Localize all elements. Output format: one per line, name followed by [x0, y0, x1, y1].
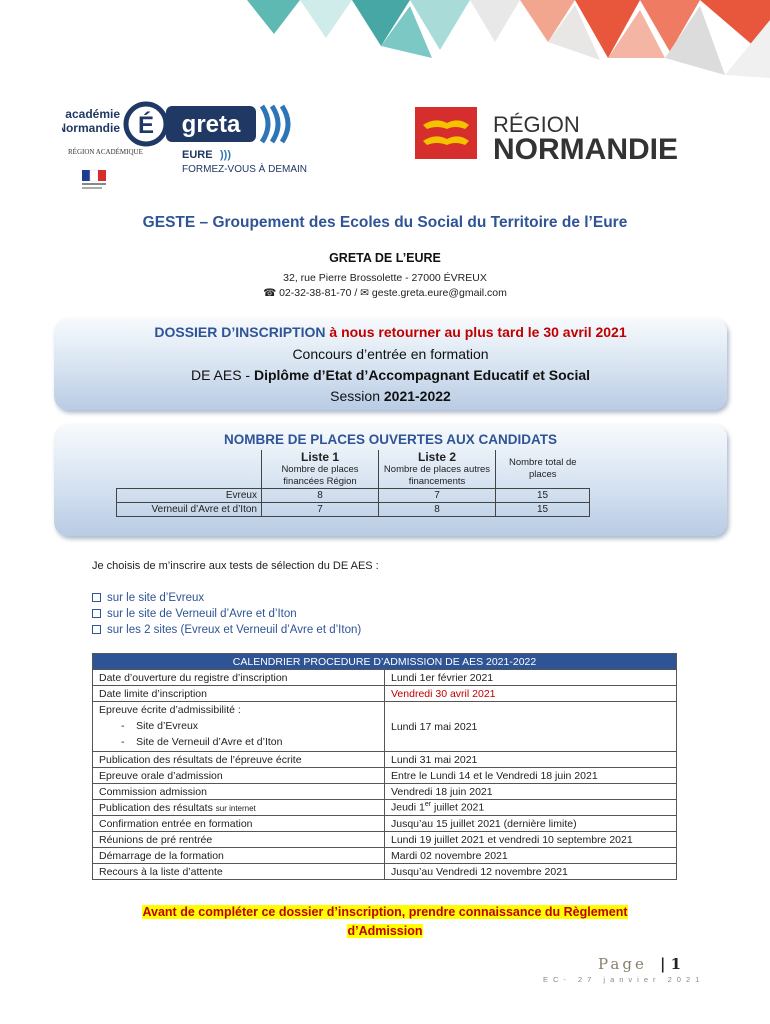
places-table: [116, 450, 590, 517]
checkbox-icon[interactable]: [92, 625, 101, 634]
tagline-text: FORMEZ-VOUS À DEMAIN: [182, 164, 308, 175]
calendar-table: [92, 653, 677, 880]
notice-line-2: d’Admission: [347, 924, 423, 938]
page-number: | 1: [660, 955, 682, 973]
region-logo-graphic: [415, 107, 720, 167]
table-row: Recours à la liste d’attente Jusqu’au Vendredi 12 novembre 2021: [93, 864, 677, 880]
table-row: Confirmation entrée en formation Jusqu’au 15 juillet 2021 (dernière limite): [93, 816, 677, 832]
table-row: Epreuve écrite d’admissibilité : - Site d’Evreux - Site de Verneuil d’Avre et d’Iton Lundi 17 mai 2021: [93, 702, 677, 752]
region-academique-text: RÉGION ACADÉMIQUE: [68, 148, 143, 156]
greta-academie-logo: [62, 92, 332, 192]
normandie-logo-text: NORMANDIE: [493, 133, 678, 166]
document-reference: EC- 27 janvier 2021: [543, 975, 705, 984]
org-contact: ☎ 02-32-38-81-70 / ✉ geste.greta.eure@gmail.com: [263, 287, 507, 299]
dossier-diploma: [54, 367, 727, 383]
normandie-text: Normandie: [62, 121, 120, 135]
page-label: Page: [598, 955, 647, 973]
decorative-triangle-band: [0, 0, 770, 80]
session-years: 2021-2022: [383, 388, 451, 404]
diploma-prefix: DE AES -: [190, 367, 254, 383]
checkbox-icon[interactable]: [92, 609, 101, 618]
dossier-subtitle: Concours d’entrée en formation: [292, 346, 489, 362]
places-title: NOMBRE DE PLACES OUVERTES AUX CANDIDATS: [223, 432, 558, 447]
checkbox-icon[interactable]: [92, 593, 101, 602]
option-evreux[interactable]: sur le site d’Evreux: [92, 590, 361, 606]
table-row: Publication des résultats sur internet Jeudi 1er juillet 2021: [93, 800, 677, 816]
region-normandie-logo: [415, 107, 720, 167]
svg-text:É: É: [137, 112, 155, 139]
table-row: Démarrage de la formation Mardi 02 novembre 2021: [93, 848, 677, 864]
greta-logo-graphic: [62, 92, 332, 192]
dossier-session: [54, 388, 727, 404]
table-row: Epreuve orale d’admission Entre le Lundi 14 et le Vendredi 18 juin 2021: [93, 768, 677, 784]
session-prefix: Session: [330, 388, 384, 404]
table-row: Evreux 8 7 15: [117, 489, 590, 503]
table-row: Publication des résultats de l’épreuve écrite Lundi 31 mai 2021: [93, 752, 677, 768]
dossier-deadline: à nous retourner au plus tard le 30 avril 2021: [329, 324, 627, 340]
calendar-title: CALENDRIER PROCEDURE D’ADMISSION DE AES 2021-2022: [93, 654, 677, 670]
option-both-sites[interactable]: sur les 2 sites (Evreux et Verneuil d’Avre et d’Iton): [92, 622, 361, 638]
option-verneuil[interactable]: sur le site de Verneuil d’Avre et d’Iton: [92, 606, 361, 622]
admission-notice: [0, 903, 770, 941]
eure-text: EURE: [182, 149, 213, 161]
org-name: GRETA DE L’EURE: [329, 251, 441, 265]
table-row: Verneuil d’Avre et d’Iton 7 8 15: [117, 503, 590, 517]
notice-line-1: Avant de compléter ce dossier d’inscription, prendre connaissance du Règlement: [142, 905, 628, 919]
greta-text: greta: [181, 111, 241, 138]
region-text: RÉGION: [493, 112, 580, 137]
dossier-heading: [54, 324, 727, 340]
org-address: 32, rue Pierre Brossolette - 27000 ÉVREUX: [283, 272, 487, 284]
page-title: GESTE – Groupement des Ecoles du Social du Territoire de l’Eure: [142, 214, 628, 231]
choose-sites-text: Je choisis de m’inscrire aux tests de sélection du DE AES :: [92, 560, 379, 572]
svg-text:))): ))): [220, 149, 231, 161]
dossier-label: DOSSIER D’INSCRIPTION: [154, 324, 326, 340]
diploma-name: Diplôme d’Etat d’Accompagnant Educatif et Social: [253, 367, 591, 383]
liste2-header: Liste 2 Nombre de places autres financements: [379, 450, 496, 489]
table-row: Date d’ouverture du registre d’inscription Lundi 1er février 2021: [93, 670, 677, 686]
total-header: Nombre total de places: [496, 450, 590, 489]
table-row: Réunions de pré rentrée Lundi 19 juillet 2021 et vendredi 10 septembre 2021: [93, 832, 677, 848]
table-row: Date limite d’inscription Vendredi 30 avril 2021: [93, 686, 677, 702]
academie-text: académie: [65, 107, 120, 121]
liste1-header: Liste 1 Nombre de places financées Région: [262, 450, 379, 489]
site-options-list: [92, 590, 361, 638]
table-row: Commission admission Vendredi 18 juin 2021: [93, 784, 677, 800]
